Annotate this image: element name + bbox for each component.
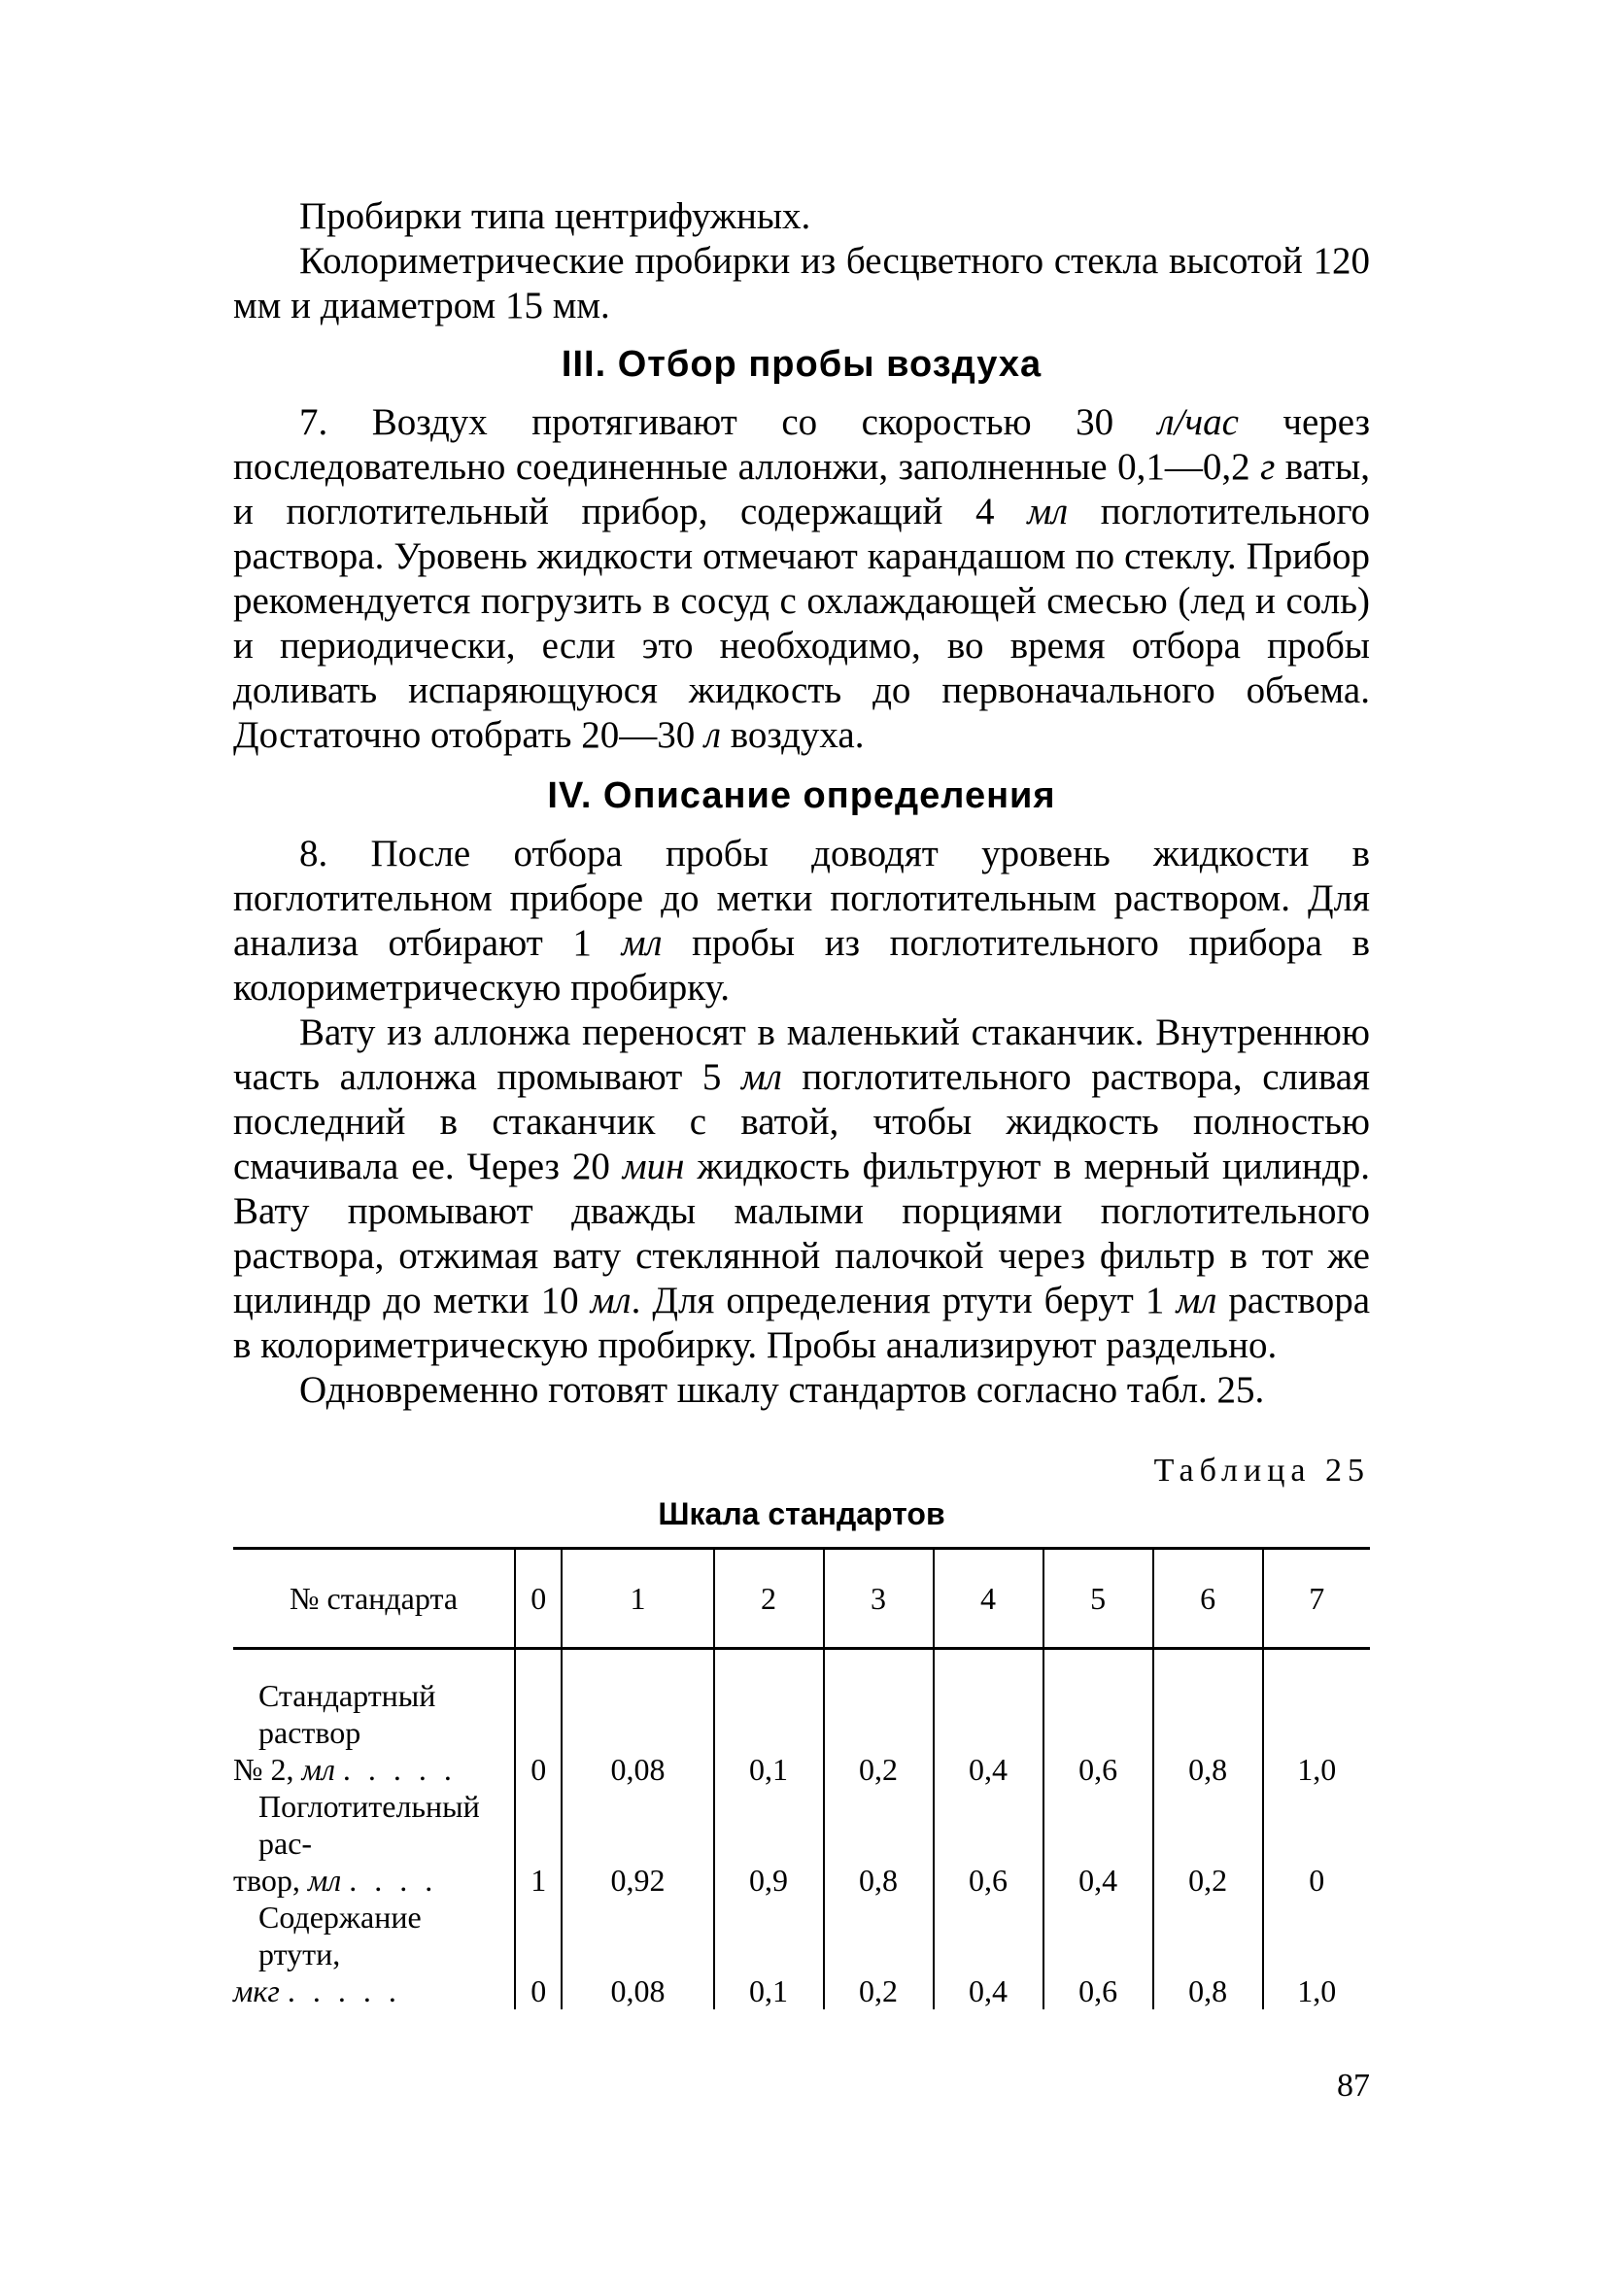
section-4-heading: IV. Описание определения (547, 775, 1056, 816)
p8-unit-1: мл (621, 922, 663, 964)
row-label-prefix: № 2, (233, 1752, 302, 1787)
row-label (233, 1899, 515, 2009)
standards-table (233, 1547, 1370, 2009)
p9-unit-3: мл (590, 1280, 632, 1321)
p8-text-a: 8. После отбора пробы доводят уровень жидкости в поглотительном приборе до метки поглотительным раствором. Для анализа отбирают 1 (233, 833, 1370, 964)
p9-text-c: жидкость фильтруют в мерный цилиндр. Вату промывают дважды малыми порциями поглотительного раствора, отжимая вату стеклянной палочкой через фильтр в тот же цилиндр до метки 10 (233, 1146, 1370, 1321)
table-cell: 0,9 (714, 1788, 824, 1899)
header-col-4: 4 (934, 1549, 1043, 1649)
table-cell: 0,6 (1043, 1649, 1153, 1789)
p9-text-b: поглотительного раствора, сливая последний в стаканчик с ватой, чтобы жидкость полностью смачивала ее. Через 20 (233, 1056, 1370, 1187)
header-col-7: 7 (1263, 1549, 1370, 1649)
p7-text-a: 7. Воздух протягивают со скоростью 30 (299, 401, 1158, 443)
p7-unit-4: л (703, 714, 721, 756)
table-cell: 0,2 (824, 1649, 934, 1789)
table-cell: 0 (515, 1899, 562, 2009)
row-label-dots: ..... (342, 1752, 469, 1787)
table-cell: 0,2 (824, 1899, 934, 2009)
table-cell: 1,0 (1263, 1649, 1370, 1789)
table-caption: Таблица 25 (1153, 1453, 1370, 1489)
page-content (233, 194, 1370, 2009)
paragraph-10: Одновременно готовят шкалу стандартов согласно табл. 25. (299, 1369, 1265, 1411)
row-label-line2 (233, 1973, 414, 2008)
row-label-dots: ..... (287, 1973, 414, 2008)
p9-text-d: . Для определения ртути берут 1 (631, 1280, 1177, 1321)
p9-text-a: Вату из аллонжа переносят в маленький стаканчик. Внутреннюю часть аллонжа промывают 5 (233, 1011, 1370, 1098)
table-cell: 1,0 (1263, 1899, 1370, 2009)
table-cell: 0,4 (1043, 1788, 1153, 1899)
row-label-line2 (233, 1752, 469, 1787)
table-cell: 0,6 (934, 1788, 1043, 1899)
row-label-line1: Стандартный раствор (258, 1678, 436, 1750)
p7-unit-3: мл (1027, 491, 1069, 532)
p9-unit-2: мин (622, 1146, 685, 1187)
table-cell: 0,6 (1043, 1899, 1153, 2009)
table-cell: 0,8 (1153, 1649, 1263, 1789)
p9-text-e: раствора в колориметрическую пробирку. Пробы анализируют раздельно. (233, 1280, 1371, 1366)
table-cell: 0,08 (562, 1899, 713, 2009)
p8-text-b: пробы из поглотительного прибора в колориметрическую пробирку. (233, 922, 1371, 1009)
table-cell: 0,8 (1153, 1899, 1263, 2009)
equipment-centrifuge-tubes: Пробирки типа центрифужных. (299, 195, 811, 237)
p9-unit-4: мл (1176, 1280, 1217, 1321)
header-col-6: 6 (1153, 1549, 1263, 1649)
p7-text-b: через последовательно соединенные аллонжи, заполненные 0,1—0,2 (233, 401, 1370, 488)
header-standard-number: № стандарта (289, 1580, 459, 1616)
table-cell: 0 (515, 1649, 562, 1789)
table-cell: 0,8 (824, 1788, 934, 1899)
table-row (233, 1788, 1370, 1899)
paragraph-9 (233, 1011, 1370, 1368)
p9-unit-1: мл (740, 1056, 782, 1098)
table-cell: 0 (1263, 1788, 1370, 1899)
row-label-line1: Поглотительный рас- (258, 1789, 480, 1861)
equipment-colorimetric-tubes (233, 239, 1370, 328)
section-3-heading: III. Отбор пробы воздуха (561, 344, 1043, 385)
header-col-1: 1 (562, 1549, 713, 1649)
table-cell: 1 (515, 1788, 562, 1899)
row-label-dots: .... (349, 1863, 451, 1898)
row-label-line2 (233, 1863, 450, 1898)
header-col-3: 3 (824, 1549, 934, 1649)
row-label-prefix: твор, (233, 1863, 308, 1898)
header-col-0: 0 (515, 1549, 562, 1649)
header-col-2: 2 (714, 1549, 824, 1649)
table-cell: 0,2 (1153, 1788, 1263, 1899)
table-title: Шкала стандартов (658, 1496, 945, 1531)
table-cell: 0,4 (934, 1899, 1043, 2009)
equipment-colorimetric-text: Колориметрические пробирки из бесцветного стекла высотой 120 мм и диаметром 15 мм. (233, 240, 1370, 326)
row-label-unit: мл (307, 1863, 342, 1898)
header-col-5: 5 (1043, 1549, 1153, 1649)
p7-text-e: воздуха. (720, 714, 865, 756)
p7-unit-2: г (1260, 446, 1276, 488)
table-cell: 0,08 (562, 1649, 713, 1789)
row-label-line1: Содержание ртути, (258, 1900, 422, 1971)
page-number: 87 (1337, 2068, 1370, 2104)
table-row (233, 1649, 1370, 1789)
paragraph-8 (233, 832, 1370, 1011)
row-label-unit: мл (301, 1752, 335, 1787)
table-cell: 0,92 (562, 1788, 713, 1899)
row-label (233, 1649, 515, 1789)
p7-text-c: ваты, и поглотительный прибор, содержащий 4 (233, 446, 1370, 532)
paragraph-7 (233, 400, 1370, 758)
p7-unit-1: л/час (1157, 401, 1239, 443)
table-header-row (233, 1549, 1370, 1649)
table-cell: 0,4 (934, 1649, 1043, 1789)
table-cell: 0,1 (714, 1899, 824, 2009)
row-label-unit: мкг (233, 1973, 280, 2008)
table-row (233, 1899, 1370, 2009)
row-label (233, 1788, 515, 1899)
table-cell: 0,1 (714, 1649, 824, 1789)
p7-text-d: поглотительного раствора. Уровень жидкости отмечают карандашом по стеклу. Прибор рекомендуется погрузить в сосуд с охлаждающей смесью (лед и соль) и периодически, если это необходимо, во время отбора пробы доливать испаряющуюся жидкость до первоначального объема. Достаточно отобрать 20—30 (233, 491, 1371, 756)
